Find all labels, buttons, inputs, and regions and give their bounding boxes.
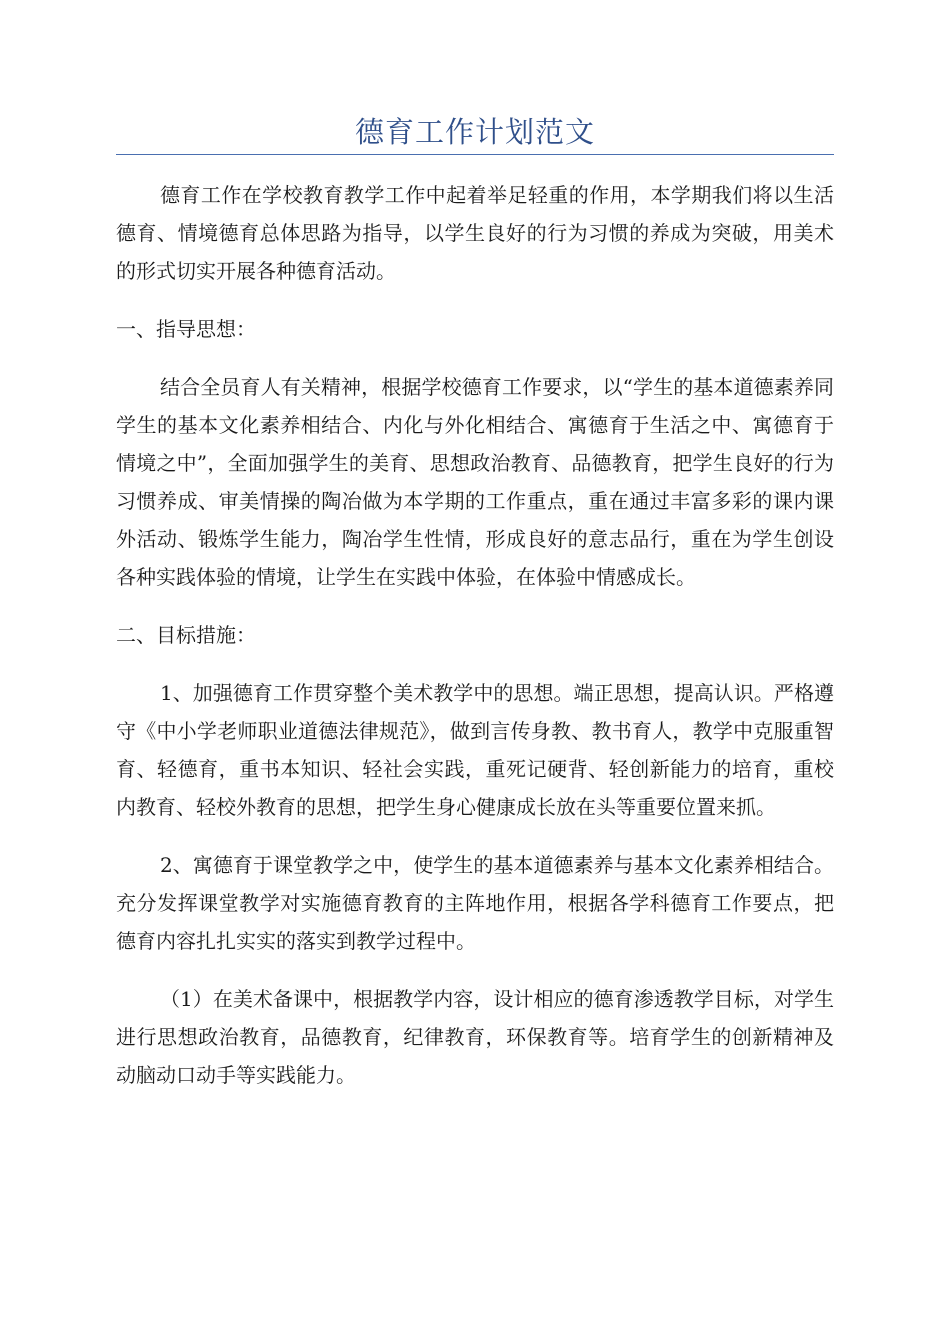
document-body xyxy=(116,176,834,1114)
measure-item-1: 1、加强德育工作贯穿整个美术教学中的思想。端正思想，提高认识。严格遵守《中小学老师职业道德法律规范》，做到言传身教、教书育人，教学中克服重智育、轻德育，重书本知识、轻社会实践，重死记硬背、轻创新能力的培育，重校内教育、轻校外教育的思想，把学生身心健康成长放在头等重要位置来抓。 xyxy=(116,681,834,819)
document-title: 德育工作计划范文 xyxy=(354,115,595,149)
section-heading-guiding-ideology: 一、指导思想： xyxy=(116,317,256,341)
measure-item-2: 2、寓德育于课堂教学之中，使学生的基本道德素养与基本文化素养相结合。充分发挥课堂教学对实施德育教育的主阵地作用，根据各学科德育工作要点，把德育内容扎扎实实的落实到教学过程中。 xyxy=(116,853,834,953)
measure-item-2-sub-1: （1）在美术备课中，根据教学内容，设计相应的德育渗透教学目标，对学生进行思想政治教育，品德教育，纪律教育，环保教育等。培育学生的创新精神及动脑动口动手等实践能力。 xyxy=(116,987,834,1087)
title-underline xyxy=(116,154,834,155)
intro-paragraph: 德育工作在学校教育教学工作中起着举足轻重的作用，本学期我们将以生活德育、情境德育总体思路为指导，以学生良好的行为习惯的养成为突破，用美术的形式切实开展各种德育活动。 xyxy=(116,183,834,283)
guiding-ideology-paragraph: 结合全员育人有关精神，根据学校德育工作要求，以“学生的基本道德素养同学生的基本文化素养相结合、内化与外化相结合、寓德育于生活之中、寓德育于情境之中”，全面加强学生的美育、思想政治教育、品德教育，把学生良好的行为习惯养成、审美情操的陶冶做为本学期的工作重点，重在通过丰富多彩的课内课外活动、锻炼学生能力，陶冶学生性情，形成良好的意志品行，重在为学生创设各种实践体验的情境，让学生在实践中体验，在体验中情感成长。 xyxy=(116,375,834,589)
section-heading-goals-measures: 二、目标措施： xyxy=(116,623,256,647)
